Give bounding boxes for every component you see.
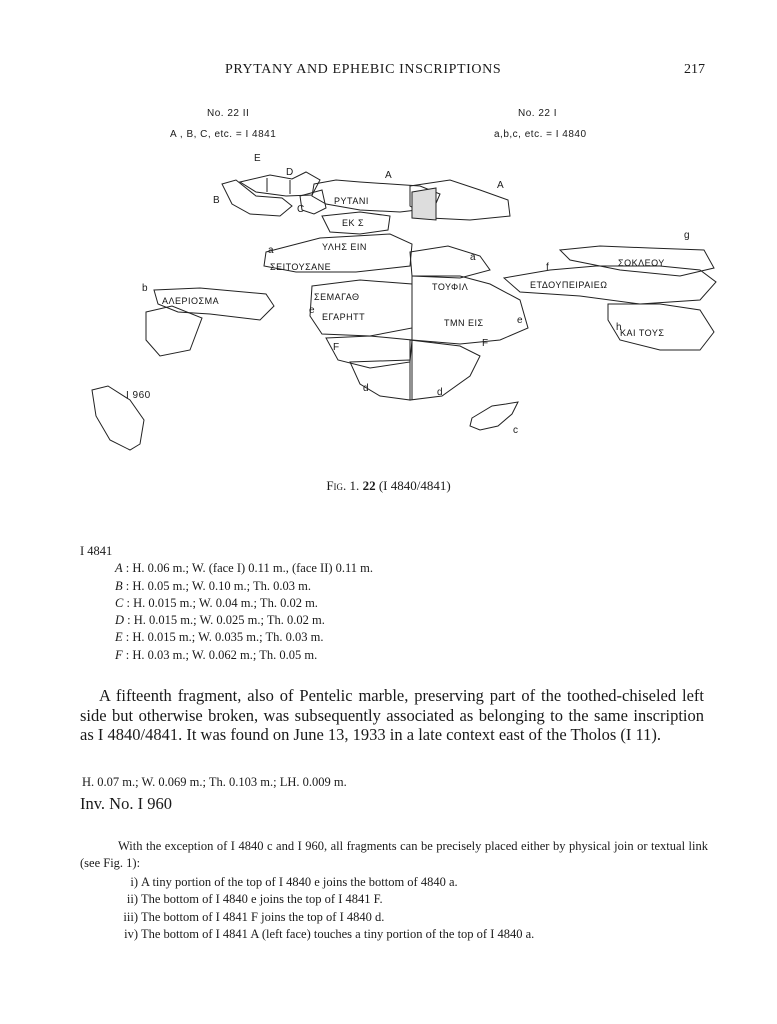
left-block-subtitle: A , B, C, etc. = I 4841 bbox=[170, 129, 277, 140]
fragment-text-9: ΕΤΔΟΥΠΕΙΡΑΙΕΩ bbox=[530, 280, 608, 290]
fragment-a-right bbox=[410, 246, 490, 278]
fragment-E-fractures bbox=[267, 178, 290, 194]
list-item-text: The bottom of I 4841 F joins the top of I 4840 d. bbox=[141, 909, 385, 924]
fragment-label-A-left: A bbox=[385, 170, 392, 181]
dimension-row bbox=[80, 560, 373, 577]
list-item-number: i) bbox=[130, 875, 138, 889]
fragment-label-h: h bbox=[616, 322, 622, 333]
figure-caption bbox=[0, 478, 777, 494]
fragment-text-5: ΑΛΕΡΙΟΣΜΑ bbox=[162, 296, 220, 306]
fragment-text-7: ΕΓΑΡΗΤΤ bbox=[322, 312, 366, 322]
fragment-label-e-right: e bbox=[517, 315, 523, 326]
fragment-label-d-right: d bbox=[437, 387, 443, 398]
row-text: : H. 0.06 m.; W. (face I) 0.11 m., (face II) 0.11 m. bbox=[125, 561, 374, 576]
fragment-text-8: ΤΟΥΦΙΛ bbox=[432, 282, 469, 292]
row-letter: C bbox=[115, 595, 124, 610]
fragment-c bbox=[470, 402, 518, 430]
row-letter: A bbox=[115, 561, 123, 576]
fragment-text-2: ΕΚ Σ bbox=[342, 218, 365, 228]
dimension-row bbox=[80, 578, 373, 595]
row-letter: B bbox=[115, 578, 123, 593]
fragment-label-D: D bbox=[286, 167, 294, 178]
list-item bbox=[116, 874, 534, 891]
running-title: PRYTANY AND EPHEBIC INSCRIPTIONS bbox=[225, 62, 502, 77]
list-item-number: iii) bbox=[123, 909, 138, 924]
fragment-d-right bbox=[410, 340, 480, 400]
list-item bbox=[116, 909, 534, 926]
row-letter: F bbox=[115, 647, 123, 662]
page-number: 217 bbox=[684, 62, 705, 77]
fragment-label-B: B bbox=[213, 195, 220, 206]
fragment-label-F-left: F bbox=[333, 342, 340, 353]
running-head bbox=[0, 62, 777, 82]
dimension-row bbox=[80, 629, 373, 646]
list-item-text: A tiny portion of the top of I 4840 e joins the bottom of 4840 a. bbox=[141, 875, 458, 889]
body-paragraph-2: With the exception of I 4840 c and I 960, all fragments can be precisely placed either by physical join or textual link (see Fig. 1): bbox=[80, 839, 708, 871]
caption-number: 22 bbox=[362, 478, 376, 493]
fragment-F-left bbox=[326, 336, 412, 368]
dimension-row bbox=[80, 595, 373, 612]
fragment-label-F-right: F bbox=[482, 338, 489, 349]
dimension-row bbox=[80, 612, 373, 629]
fragment-h bbox=[608, 304, 714, 350]
fragment-label-a-upper: a bbox=[268, 245, 274, 256]
fragment-label-a-right: a bbox=[470, 252, 476, 263]
fragment-label-f: f bbox=[546, 262, 549, 273]
list-item-text: The bottom of I 4841 A (left face) touches a tiny portion of the top of I 4840 a. bbox=[141, 926, 535, 941]
fragment-label-E: E bbox=[254, 153, 261, 164]
fragment-text-6: ΣΕΜΑΓΑΘ bbox=[314, 292, 360, 302]
row-text: : H. 0.05 m.; W. 0.10 m.; Th. 0.03 m. bbox=[125, 578, 311, 593]
fragment-label-d-left: d bbox=[363, 383, 369, 394]
fragment-label-I960: I 960 bbox=[126, 390, 151, 401]
fragment-label-c: c bbox=[513, 425, 518, 436]
left-block-title: No. 22 II bbox=[207, 108, 250, 119]
dimension-row bbox=[80, 647, 373, 664]
row-letter: E bbox=[115, 630, 123, 645]
row-text: : H. 0.015 m.; W. 0.04 m.; Th. 0.02 m. bbox=[126, 595, 318, 610]
figure-fragments-drawing bbox=[60, 100, 740, 460]
list-item bbox=[116, 926, 534, 943]
right-block-title: No. 22 I bbox=[518, 108, 558, 119]
fragment-label-b: b bbox=[142, 283, 148, 294]
fragment-text-1: ΡΥΤΑΝΙ bbox=[334, 196, 369, 206]
right-block-subtitle: a,b,c, etc. = I 4840 bbox=[494, 129, 587, 140]
join-list bbox=[116, 874, 534, 943]
list-item-text: The bottom of I 4840 e joins the top of I 4841 F. bbox=[141, 892, 383, 907]
inventory-label: I 4841 bbox=[80, 544, 113, 558]
fragment-label-e-left: e bbox=[309, 305, 315, 316]
row-text: : H. 0.015 m.; W. 0.035 m.; Th. 0.03 m. bbox=[125, 630, 324, 645]
fragment-label-g: g bbox=[684, 230, 690, 241]
fragment-B bbox=[222, 180, 292, 216]
row-text: : H. 0.03 m.; W. 0.062 m.; Th. 0.05 m. bbox=[125, 647, 318, 662]
fragment-label-A-right: A bbox=[497, 180, 504, 191]
fragment-label-C: C bbox=[297, 204, 305, 215]
list-item bbox=[116, 891, 534, 908]
fragment-I960 bbox=[92, 386, 144, 450]
caption-prefix: Fig. 1. bbox=[326, 478, 360, 493]
fragment-dimensions: H. 0.07 m.; W. 0.069 m.; Th. 0.103 m.; LH. 0.009 m. bbox=[82, 775, 347, 789]
row-text: : H. 0.015 m.; W. 0.025 m.; Th. 0.02 m. bbox=[127, 613, 325, 628]
list-item-number: ii) bbox=[126, 892, 138, 907]
fragment-text-4: ΣΕΙΤΟΥΣΑΝΕ bbox=[270, 262, 332, 272]
body-paragraph: A fifteenth fragment, also of Pentelic marble, preserving part of the toothed-chiseled left side but otherwise broken, was subsequently associated as belonging to the same inscription as I 4840/4841. It was found on June 13, 1933 in a late context east of the Tholos (I 11). bbox=[80, 686, 704, 745]
fragment-text-10: ΚΑΙ ΤΟΥΣ bbox=[620, 328, 665, 338]
list-item-number: iv) bbox=[124, 926, 138, 941]
inventory-block bbox=[80, 543, 373, 664]
fragment-b-lower bbox=[146, 306, 202, 356]
caption-suffix: (I 4840/4841) bbox=[378, 478, 451, 493]
fragment-A-right-hatch bbox=[412, 188, 436, 220]
inventory-number: Inv. No. I 960 bbox=[80, 794, 172, 813]
fragment-text-12: ΤΜΝ ΕΙΣ bbox=[444, 318, 484, 328]
fragment-e-right bbox=[412, 276, 528, 344]
fragment-text-11: ΣΟΚΛΕΟΥ bbox=[618, 258, 665, 268]
row-letter: D bbox=[115, 613, 125, 628]
fragment-e-left bbox=[310, 280, 412, 336]
fragments-svg bbox=[60, 100, 740, 460]
fragment-text-3: ΥΛΗΣ ΕΙΝ bbox=[322, 242, 367, 252]
